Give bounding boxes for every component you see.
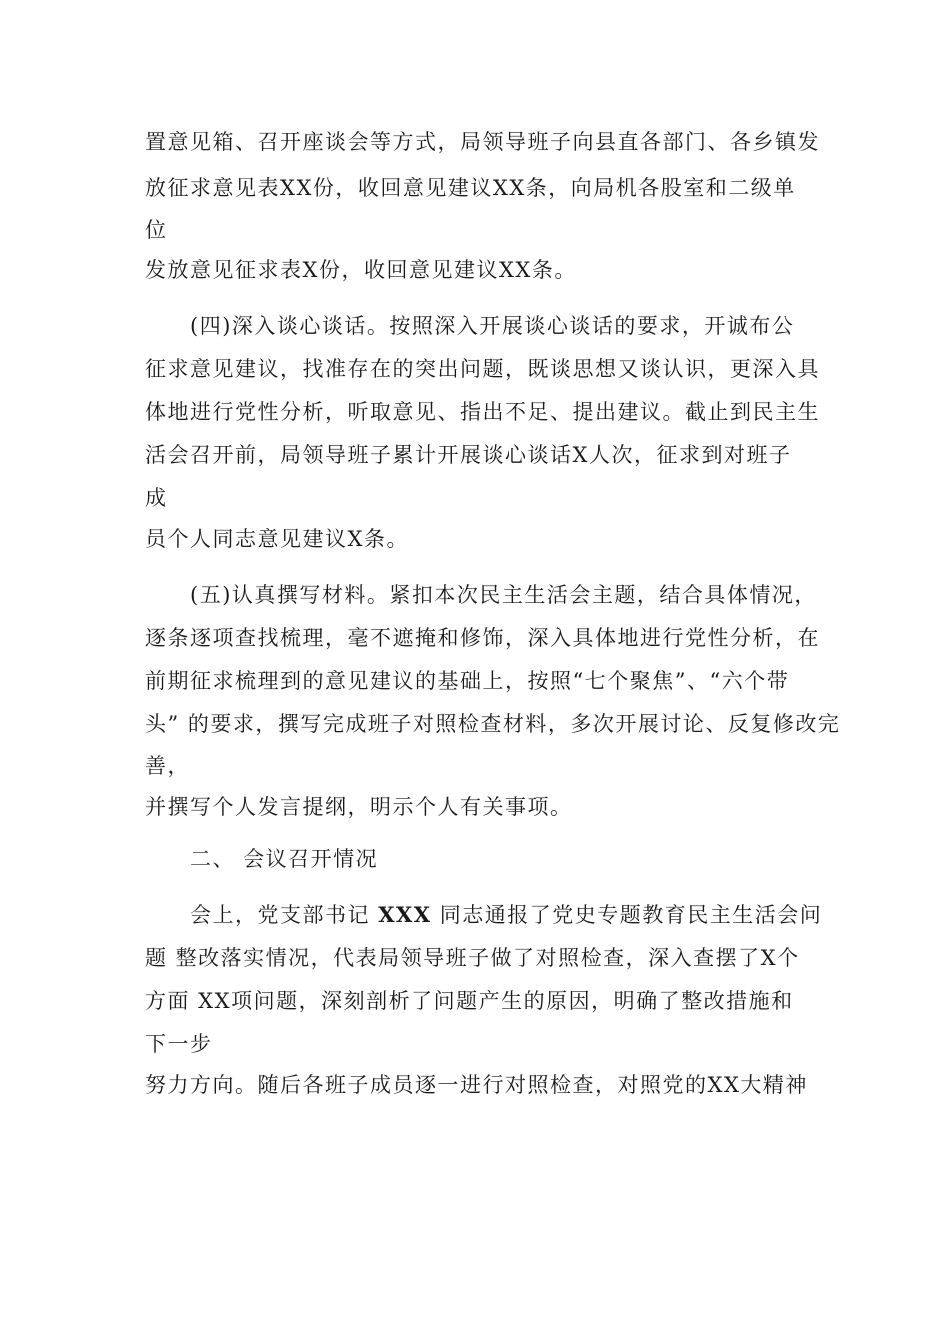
meeting-line-suffix: 同志通报了党史专题教育民主生活会问 — [431, 903, 823, 927]
text-line: 头” 的要求，撰写完成班子对照检查材料，多次开展讨论、反复修改完 — [145, 712, 841, 736]
text-line: 位 — [145, 218, 168, 242]
secretary-name: XXX — [378, 902, 432, 927]
text-line: 发放意见征求表X份，收回意见建议XX条。 — [145, 258, 577, 282]
text-line: 员个人同志意见建议X条。 — [145, 527, 409, 551]
section-five-heading-line: (五)认真撰写材料。紧扣本次民主生活会主题，结合具体情况， — [190, 583, 817, 607]
text-line: 活会召开前，局领导班子累计开展谈心谈话X人次，征求到对班子 — [145, 443, 792, 467]
text-line: 逐条逐项查找梳理，毫不遮掩和修饰，深入具体地进行党性分析，在 — [145, 626, 820, 650]
text-line: 成 — [145, 486, 168, 510]
text-line: 方面 XX项问题，深刻剖析了问题产生的原因，明确了整改措施和 — [145, 989, 794, 1013]
section-four-heading-line: (四)深入谈心谈话。按照深入开展谈心谈话的要求，开诚布公 — [190, 314, 795, 338]
text-line: 体地进行党性分析，听取意见、指出不足、提出建议。截止到民主生 — [145, 400, 820, 424]
text-line: 努力方向。随后各班子成员逐一进行对照检查，对照党的XX大精神 — [145, 1073, 808, 1097]
text-line: 题 整改落实情况，代表局领导班子做了对照检查，深入查摆了X个 — [145, 946, 800, 970]
text-line: 并撰写个人发言提纲，明示个人有关事项。 — [145, 795, 573, 819]
text-line: 前期征求梳理到的意见建议的基础上，按照“七个聚焦”、“六个带 — [145, 669, 790, 693]
text-line: 置意见箱、召开座谈会等方式，局领导班子向县直各部门、各乡镇发 — [145, 130, 820, 154]
text-line: 下一步 — [145, 1032, 213, 1056]
text-line: 善， — [145, 754, 190, 778]
text-line: 放征求意见表XX份，收回意见建议XX条，向局机各股室和二级单 — [145, 176, 796, 200]
meeting-paragraph-line — [190, 901, 822, 929]
meeting-line-prefix: 会上，党支部书记 — [190, 903, 379, 927]
text-line: 征求意见建议，找准存在的突出问题，既谈思想又谈认识，更深入具 — [145, 357, 820, 381]
section-two-heading: 二、 会议召开情况 — [190, 847, 379, 871]
